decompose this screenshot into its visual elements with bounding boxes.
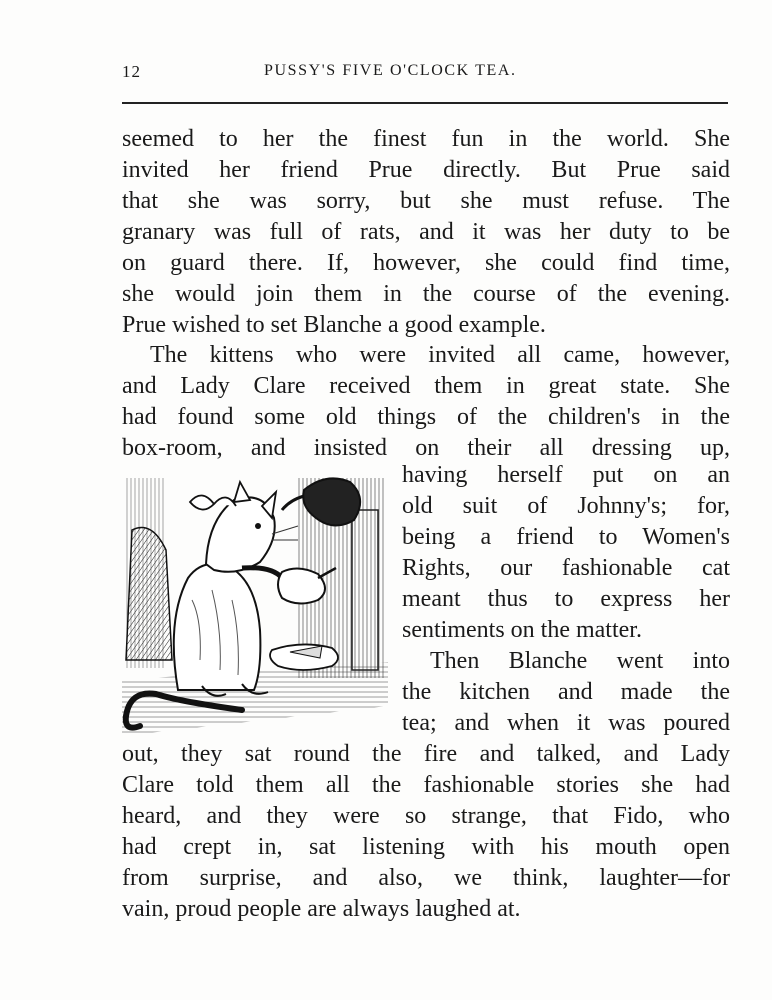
text-line: box-room, and insisted on their all dressing up, (122, 435, 730, 461)
text-line: Then Blanche went into (430, 648, 730, 674)
header-rule (122, 102, 728, 104)
text-line: tea; and when it was poured (402, 710, 730, 736)
text-line: The kittens who were invited all came, however, (150, 342, 730, 368)
text-line: out, they sat round the fire and talked, and Lady (122, 741, 730, 767)
text-line: meant thus to express her (402, 586, 730, 612)
text-line: she would join them in the course of the evening. (122, 281, 730, 307)
paragraph-2-full-width (122, 340, 730, 464)
text-line: old suit of Johnny's; for, (402, 493, 730, 519)
text-line: the kitchen and made the (402, 679, 730, 705)
running-title: PUSSY'S FIVE O'CLOCK TEA. (264, 62, 517, 79)
text-line: being a friend to Women's (402, 524, 730, 550)
text-line: on guard there. If, however, she could find time, (122, 250, 730, 276)
text-line: heard, and they were so strange, that Fido, who (122, 803, 730, 829)
text-line: had found some old things of the children's in the (122, 404, 730, 430)
text-line: vain, proud people are always laughed at. (122, 896, 521, 922)
text-line: granary was full of rats, and it was her duty to be (122, 219, 730, 245)
text-line: sentiments on the matter. (402, 617, 642, 643)
running-header (122, 62, 728, 86)
text-line: had crept in, sat listening with his mouth open (122, 834, 730, 860)
text-line: Rights, our fashionable cat (402, 555, 730, 581)
text-line: from surprise, and also, we think, laughter—for (122, 865, 730, 891)
text-line: having herself put on an (402, 462, 730, 488)
paragraph-2-beside-image (402, 460, 730, 739)
page-number: 12 (122, 62, 141, 81)
text-line: Prue wished to set Blanche a good example. (122, 312, 546, 338)
paragraph-3-full-width (122, 739, 730, 925)
paragraph-1 (122, 124, 730, 341)
cat-pouring-tea-illustration (122, 470, 388, 736)
text-line: seemed to her the finest fun in the world. She (122, 126, 730, 152)
text-line: Clare told them all the fashionable stories she had (122, 772, 730, 798)
text-line: invited her friend Prue directly. But Prue said (122, 157, 730, 183)
text-line: that she was sorry, but she must refuse. The (122, 188, 730, 214)
text-line: and Lady Clare received them in great state. She (122, 373, 730, 399)
